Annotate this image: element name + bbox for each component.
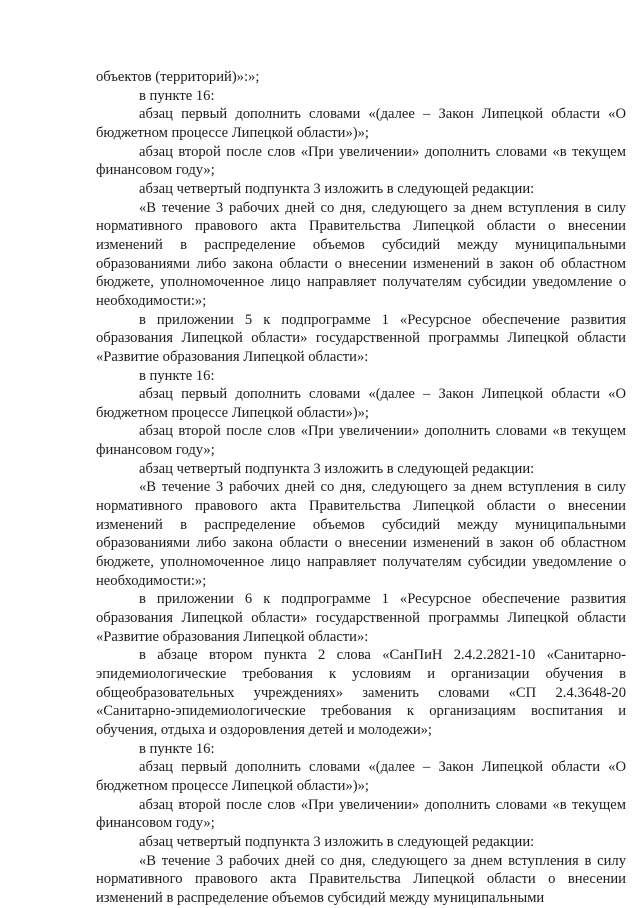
paragraph: в пункте 16: [139,367,215,384]
quoted-paragraph: «В течение 3 рабочих дней со дня, следующего за днем вступления в силу нормативного правового акта Правительства Липецкой области о внесении изменений в распределение объемов субсидий между муниципальными образованиями либо закона области о внесении изменений в закон об областном бюджете, уполномоченное лицо направляет получателям субсидии уведомление о необходимости:»; [96,199,626,309]
paragraph: в приложении 5 к подпрограмме 1 «Ресурсное обеспечение развития образования Липецкой области» государственной программы Липецкой области «Развитие образования Липецкой области»: [96,311,626,365]
paragraph: абзац четвертый подпункта 3 изложить в следующей редакции: [139,180,535,197]
paragraph: абзац второй после слов «При увеличении» дополнить словами «в текущем финансовом году»; [96,423,626,459]
document-body [96,68,626,908]
paragraph: в приложении 6 к подпрограмме 1 «Ресурсное обеспечение развития образования Липецкой области» государственной программы Липецкой области «Развитие образования Липецкой области»: [96,591,626,645]
paragraph: в абзаце втором пункта 2 слова «СанПиН 2.4.2.2821-10 «Санитарно-эпидемиологические требования к условиям и организации обучения в общеобразовательных учреждениях» заменить словами «СП 2.4.3648-20 «Санитарно-эпидемиологические требования к организациям воспитания и обучения, отдыха и оздоровления детей и молодежи»; [96,647,626,738]
paragraph: абзац второй после слов «При увеличении» дополнить словами «в текущем финансовом году»; [96,796,626,832]
paragraph: объектов (территорий)»:»; [96,69,260,85]
paragraph: в пункте 16: [139,87,215,104]
quoted-paragraph: «В течение 3 рабочих дней со дня, следующего за днем вступления в силу нормативного правового акта Правительства Липецкой области о внесении изменений в распределение объемов субсидий между муниципальными [96,852,626,906]
quoted-paragraph: «В течение 3 рабочих дней со дня, следующего за днем вступления в силу нормативного правового акта Правительства Липецкой области о внесении изменений в распределение объемов субсидий между муниципальными образованиями либо закона области о внесении изменений в закон об областном бюджете, уполномоченное лицо направляет получателям субсидии уведомление о необходимости:»; [96,479,626,589]
paragraph: абзац четвертый подпункта 3 изложить в следующей редакции: [139,460,535,477]
paragraph: абзац четвертый подпункта 3 изложить в следующей редакции: [139,833,535,850]
paragraph: в пункте 16: [139,740,215,757]
paragraph: абзац первый дополнить словами «(далее – Закон Липецкой области «О бюджетном процессе Липецкой области»)»; [96,759,626,794]
paragraph: абзац первый дополнить словами «(далее – Закон Липецкой области «О бюджетном процессе Липецкой области»)»; [96,386,626,421]
paragraph: абзац первый дополнить словами «(далее – Закон Липецкой области «О бюджетном процессе Липецкой области»)»; [96,106,626,141]
paragraph: абзац второй после слов «При увеличении» дополнить словами «в текущем финансовом году»; [96,143,626,179]
